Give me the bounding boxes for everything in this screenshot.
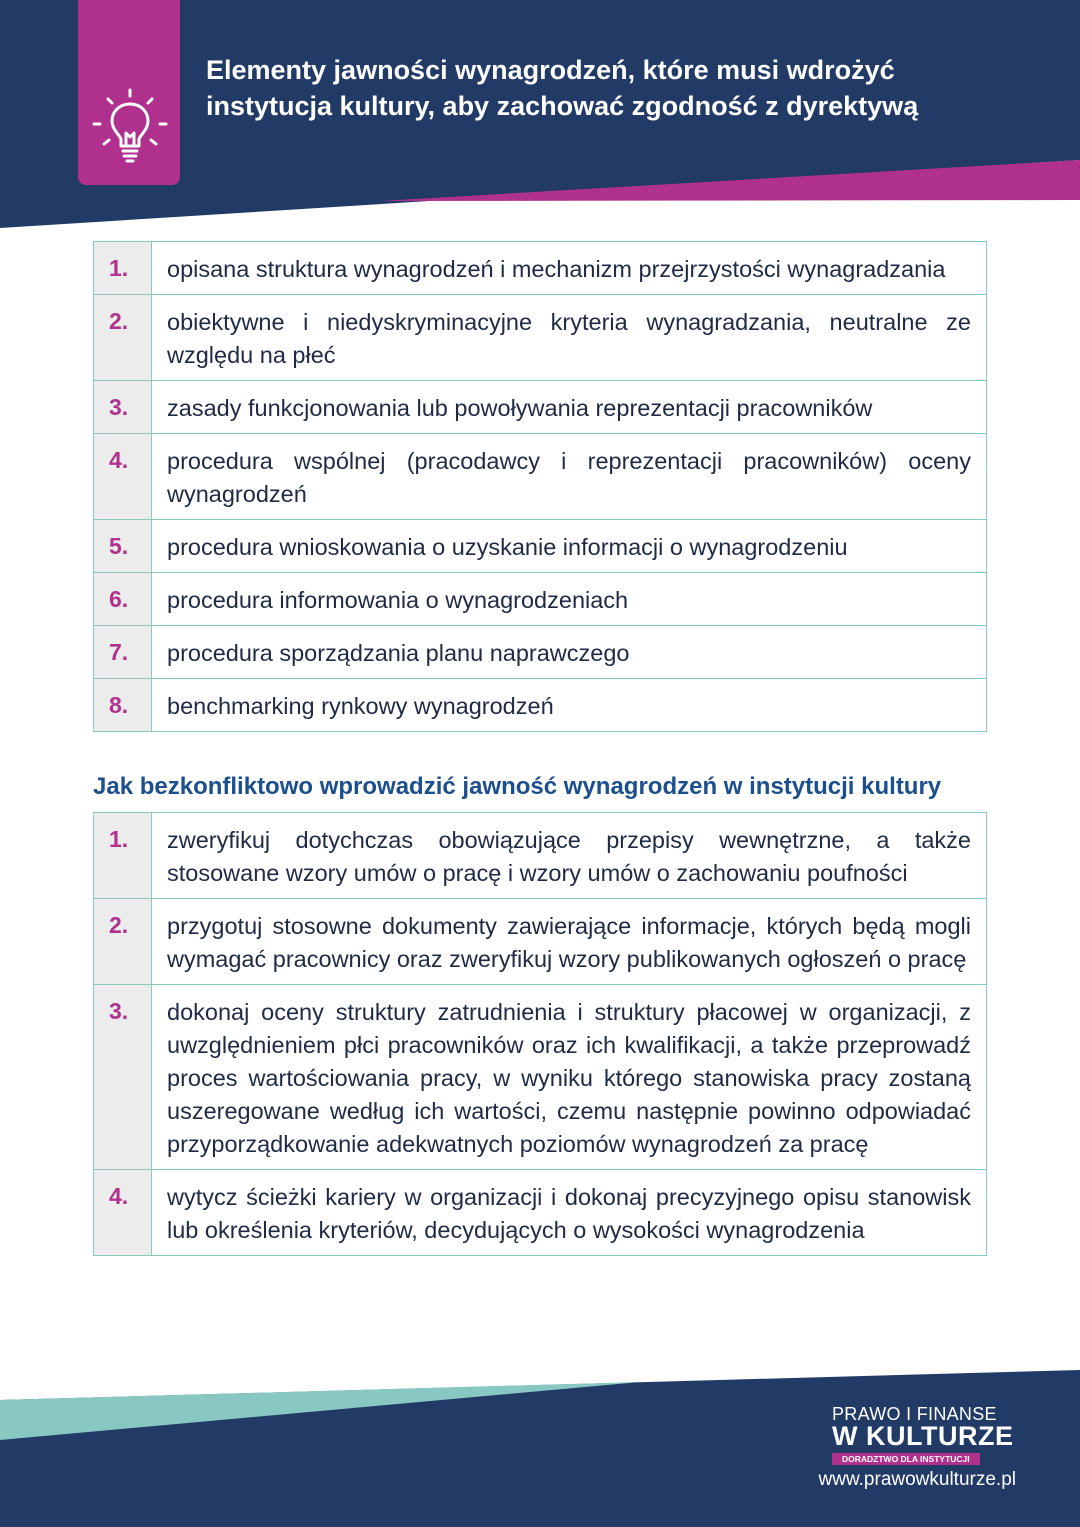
row-number: 4.: [94, 1170, 152, 1256]
table-row: [94, 573, 987, 626]
row-number: 2.: [94, 899, 152, 985]
page-title: [206, 52, 1026, 124]
row-number: 5.: [94, 520, 152, 573]
brand-logo: [832, 1405, 1013, 1467]
table-row: [94, 679, 987, 732]
table-row: [94, 813, 987, 899]
table-row: [94, 242, 987, 295]
table-row: [94, 626, 987, 679]
row-text: procedura informowania o wynagrodzeniach: [152, 573, 987, 626]
lightbulb-icon: [90, 86, 170, 170]
row-text: zweryfikuj dotychczas obowiązujące przepisy wewnętrzne, a także stosowane wzory umów o pracę i wzory umów o zachowaniu poufności: [152, 813, 987, 899]
row-text: procedura wspólnej (pracodawcy i reprezentacji pracowników) oceny wynagrodzeń: [152, 434, 987, 520]
row-text: opisana struktura wynagrodzeń i mechanizm przejrzystości wynagradzania: [152, 242, 987, 295]
row-text: wytycz ścieżki kariery w organizacji i dokonaj precyzyjnego opisu stanowisk lub określenia kryteriów, decydujących o wysokości wynagrodzenia: [152, 1170, 987, 1256]
table-row: [94, 899, 987, 985]
logo-tagline: DORADZTWO DLA INSTYTUCJI: [832, 1453, 980, 1465]
website-link[interactable]: www.prawowkulturze.pl: [818, 1469, 1016, 1490]
row-number: 6.: [94, 573, 152, 626]
row-number: 3.: [94, 985, 152, 1170]
row-text: przygotuj stosowne dokumenty zawierające informacje, których będą mogli wymagać pracownicy oraz zweryfikuj wzory publikowanych ogłoszeń o pracę: [152, 899, 987, 985]
table-row: [94, 1170, 987, 1256]
row-text: dokonaj oceny struktury zatrudnienia i struktury płacowej w organizacji, z uwzględnieniem płci pracowników oraz ich kwalifikacji, a także przeprowadź proces wartościowania pracy, w wyniku którego stanowiska pracy zostaną uszeregowane według ich wartości, czemu następnie powinno odpowiadać przyporządkowanie adekwatnych poziomów wynagrodzeń za pracę: [152, 985, 987, 1170]
row-number: 2.: [94, 295, 152, 381]
row-text: obiektywne i niedyskryminacyjne kryteria wynagradzania, neutralne ze względu na płeć: [152, 295, 987, 381]
steps-table: [93, 812, 987, 1256]
page-title-line-1: Elementy jawności wynagrodzeń, które musi wdrożyć: [206, 55, 895, 85]
icon-tab: [78, 0, 180, 185]
logo-line-1: PRAWO I FINANSE: [832, 1404, 997, 1424]
requirements-table: [93, 241, 987, 732]
row-number: 7.: [94, 626, 152, 679]
row-number: 8.: [94, 679, 152, 732]
row-text: procedura sporządzania planu naprawczego: [152, 626, 987, 679]
page-title-line-2: instytucja kultury, aby zachować zgodność z dyrektywą: [206, 91, 919, 121]
table-row: [94, 381, 987, 434]
row-text: zasady funkcjonowania lub powoływania reprezentacji pracowników: [152, 381, 987, 434]
row-number: 4.: [94, 434, 152, 520]
table-row: [94, 985, 987, 1170]
row-text: benchmarking rynkowy wynagrodzeń: [152, 679, 987, 732]
logo-line-2: W KULTURZE: [832, 1421, 1014, 1451]
row-number: 3.: [94, 381, 152, 434]
table-row: [94, 520, 987, 573]
row-number: 1.: [94, 242, 152, 295]
section-heading: Jak bezkonfliktowo wprowadzić jawność wynagrodzeń w instytucji kultury: [93, 773, 942, 800]
table-row: [94, 295, 987, 381]
row-text: procedura wnioskowania o uzyskanie informacji o wynagrodzeniu: [152, 520, 987, 573]
table-row: [94, 434, 987, 520]
row-number: 1.: [94, 813, 152, 899]
